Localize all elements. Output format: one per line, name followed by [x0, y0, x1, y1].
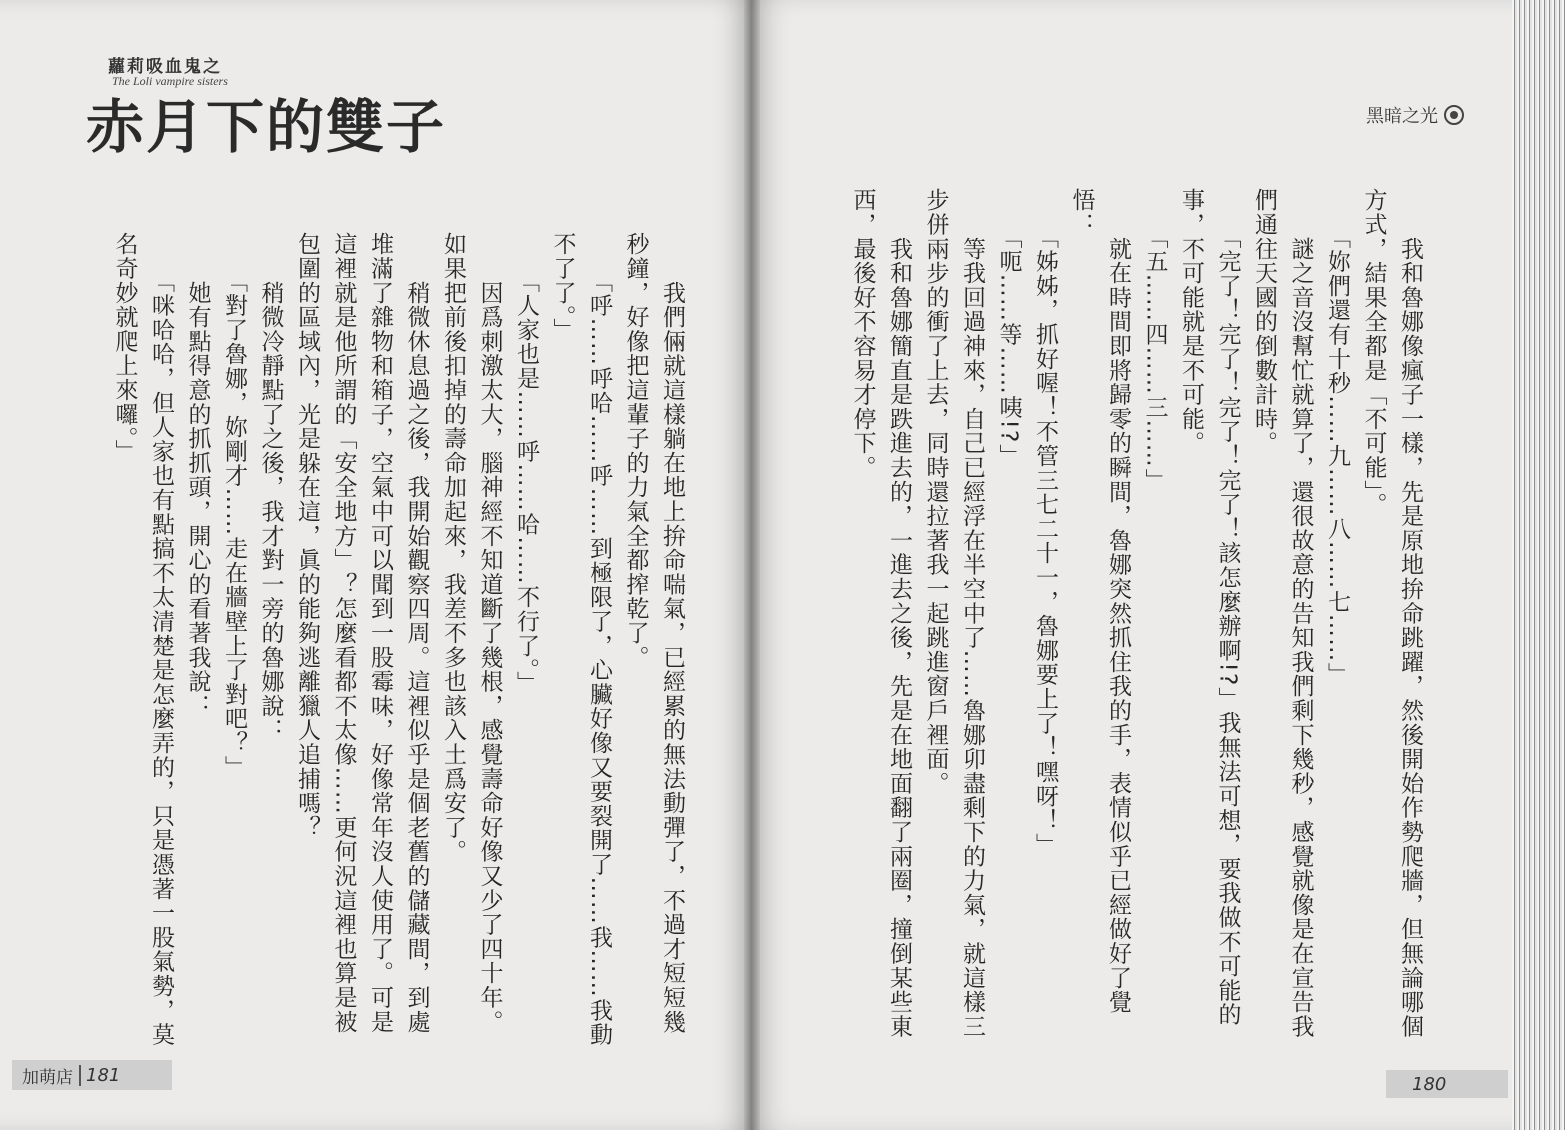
- left-page-folio: [12, 1060, 172, 1090]
- paragraph: 我和魯娜像瘋子一樣，先是原地拚命跳躍，然後開始作勢爬牆，但無論哪個方式，結果全都是「不可能」。: [1360, 188, 1423, 1039]
- paragraph: 因爲刺激太大，腦神經不知道斷了幾根，感覺壽命好像又少了四十年。如果把前後扣掉的壽命加起來，我差不多也該入土爲安了。: [440, 232, 503, 1034]
- left-page-number: 181: [79, 1065, 120, 1086]
- paragraph: 「妳們還有十秒……九……八……七……」: [1324, 188, 1350, 687]
- chapter-title: 黑暗之光: [1366, 106, 1438, 127]
- paragraph: 「人家也是……呼……哈……不行了。」: [513, 232, 539, 695]
- right-page-body: [850, 188, 1428, 1048]
- paragraph: 我和魯娜簡直是跌進去的，一進去之後，先是在地面翻了兩圈，撞倒某些東西，最後好不容易才停下。: [849, 188, 912, 1039]
- left-page: [0, 0, 752, 1130]
- series-title: 蘿莉吸血鬼之: [108, 57, 222, 77]
- paragraph: 「完了！完了！完了！完了！該怎麼辦啊!?」我無法可想，要我做不可能的事，不可能就是不可能。: [1178, 188, 1241, 1027]
- book-gutter: [744, 0, 760, 1130]
- publisher-name: 加萌店: [22, 1067, 73, 1088]
- book-title: 赤月下的雙子: [86, 93, 447, 161]
- left-page-body: [100, 232, 690, 1052]
- paragraph: 等我回過神來，自己已經浮在半空中了……魯娜卯盡剩下的力氣，就這樣三步併兩步的衝了上去，同時還拉著我一起跳進窗戶裡面。: [922, 188, 985, 1039]
- paragraph: 我們倆就這樣躺在地上拚命喘氣，已經累的無法動彈了，不過才短短幾秒鐘，好像把這輩子的力氣全都搾乾了。: [622, 232, 685, 1034]
- paragraph: 「咪哈哈，但人家也有點搞不太清楚是怎麼弄的，只是憑著一股氣勢，莫名奇妙就爬上來囉。」: [111, 232, 174, 1047]
- paragraph: 「五……四……三……」: [1141, 188, 1168, 493]
- page-edges: [1512, 0, 1565, 1130]
- chapter-header: [1366, 102, 1464, 128]
- paragraph: 謎之音沒幫忙就算了，還很故意的告知我們剩下幾秒，感覺就像是在宣告我們通往天國的倒數計時。: [1251, 188, 1314, 1039]
- paragraph: 「對了魯娜，妳剛才……走在牆壁上了對吧？」: [221, 232, 247, 780]
- paragraph: 稍微休息過之後，我開始觀察四周。這裡似乎是個老舊的儲藏間，到處堆滿了雜物和箱子，空氣中可以聞到一股霉味，好像常年沒人使用了。可是這裡就是他所謂的「安全地方」？怎麼看都不太像……更何況這裡也算是被包圍的區域內，光是躲在這，眞的能夠逃離獵人追捕嗎？: [294, 232, 430, 1034]
- right-page-folio: [1386, 1070, 1508, 1098]
- paragraph: 「姊姊，抓好喔！不管三七二十一，魯娜要上了！嘿呀！」: [1032, 188, 1058, 857]
- sun-ornament-icon: [1444, 105, 1464, 125]
- paragraph: 「呼……呼哈……呼……到極限了，心臟好像又要裂開了……我……我動不了了。」: [549, 232, 612, 1047]
- paragraph: 就在時間即將歸零的瞬間，魯娜突然抓住我的手，表情似乎已經做好了覺悟：: [1068, 188, 1131, 1015]
- paragraph: 她有點得意的抓抓頭，開心的看著我說：: [184, 232, 211, 718]
- right-page-number: 180: [1412, 1073, 1447, 1095]
- paragraph: 稍微冷靜點了之後，我才對一旁的魯娜說：: [257, 232, 284, 743]
- paragraph: 「呃……等……咦!?」: [995, 188, 1022, 468]
- series-subtitle-en: The Loli vampire sisters: [112, 74, 228, 88]
